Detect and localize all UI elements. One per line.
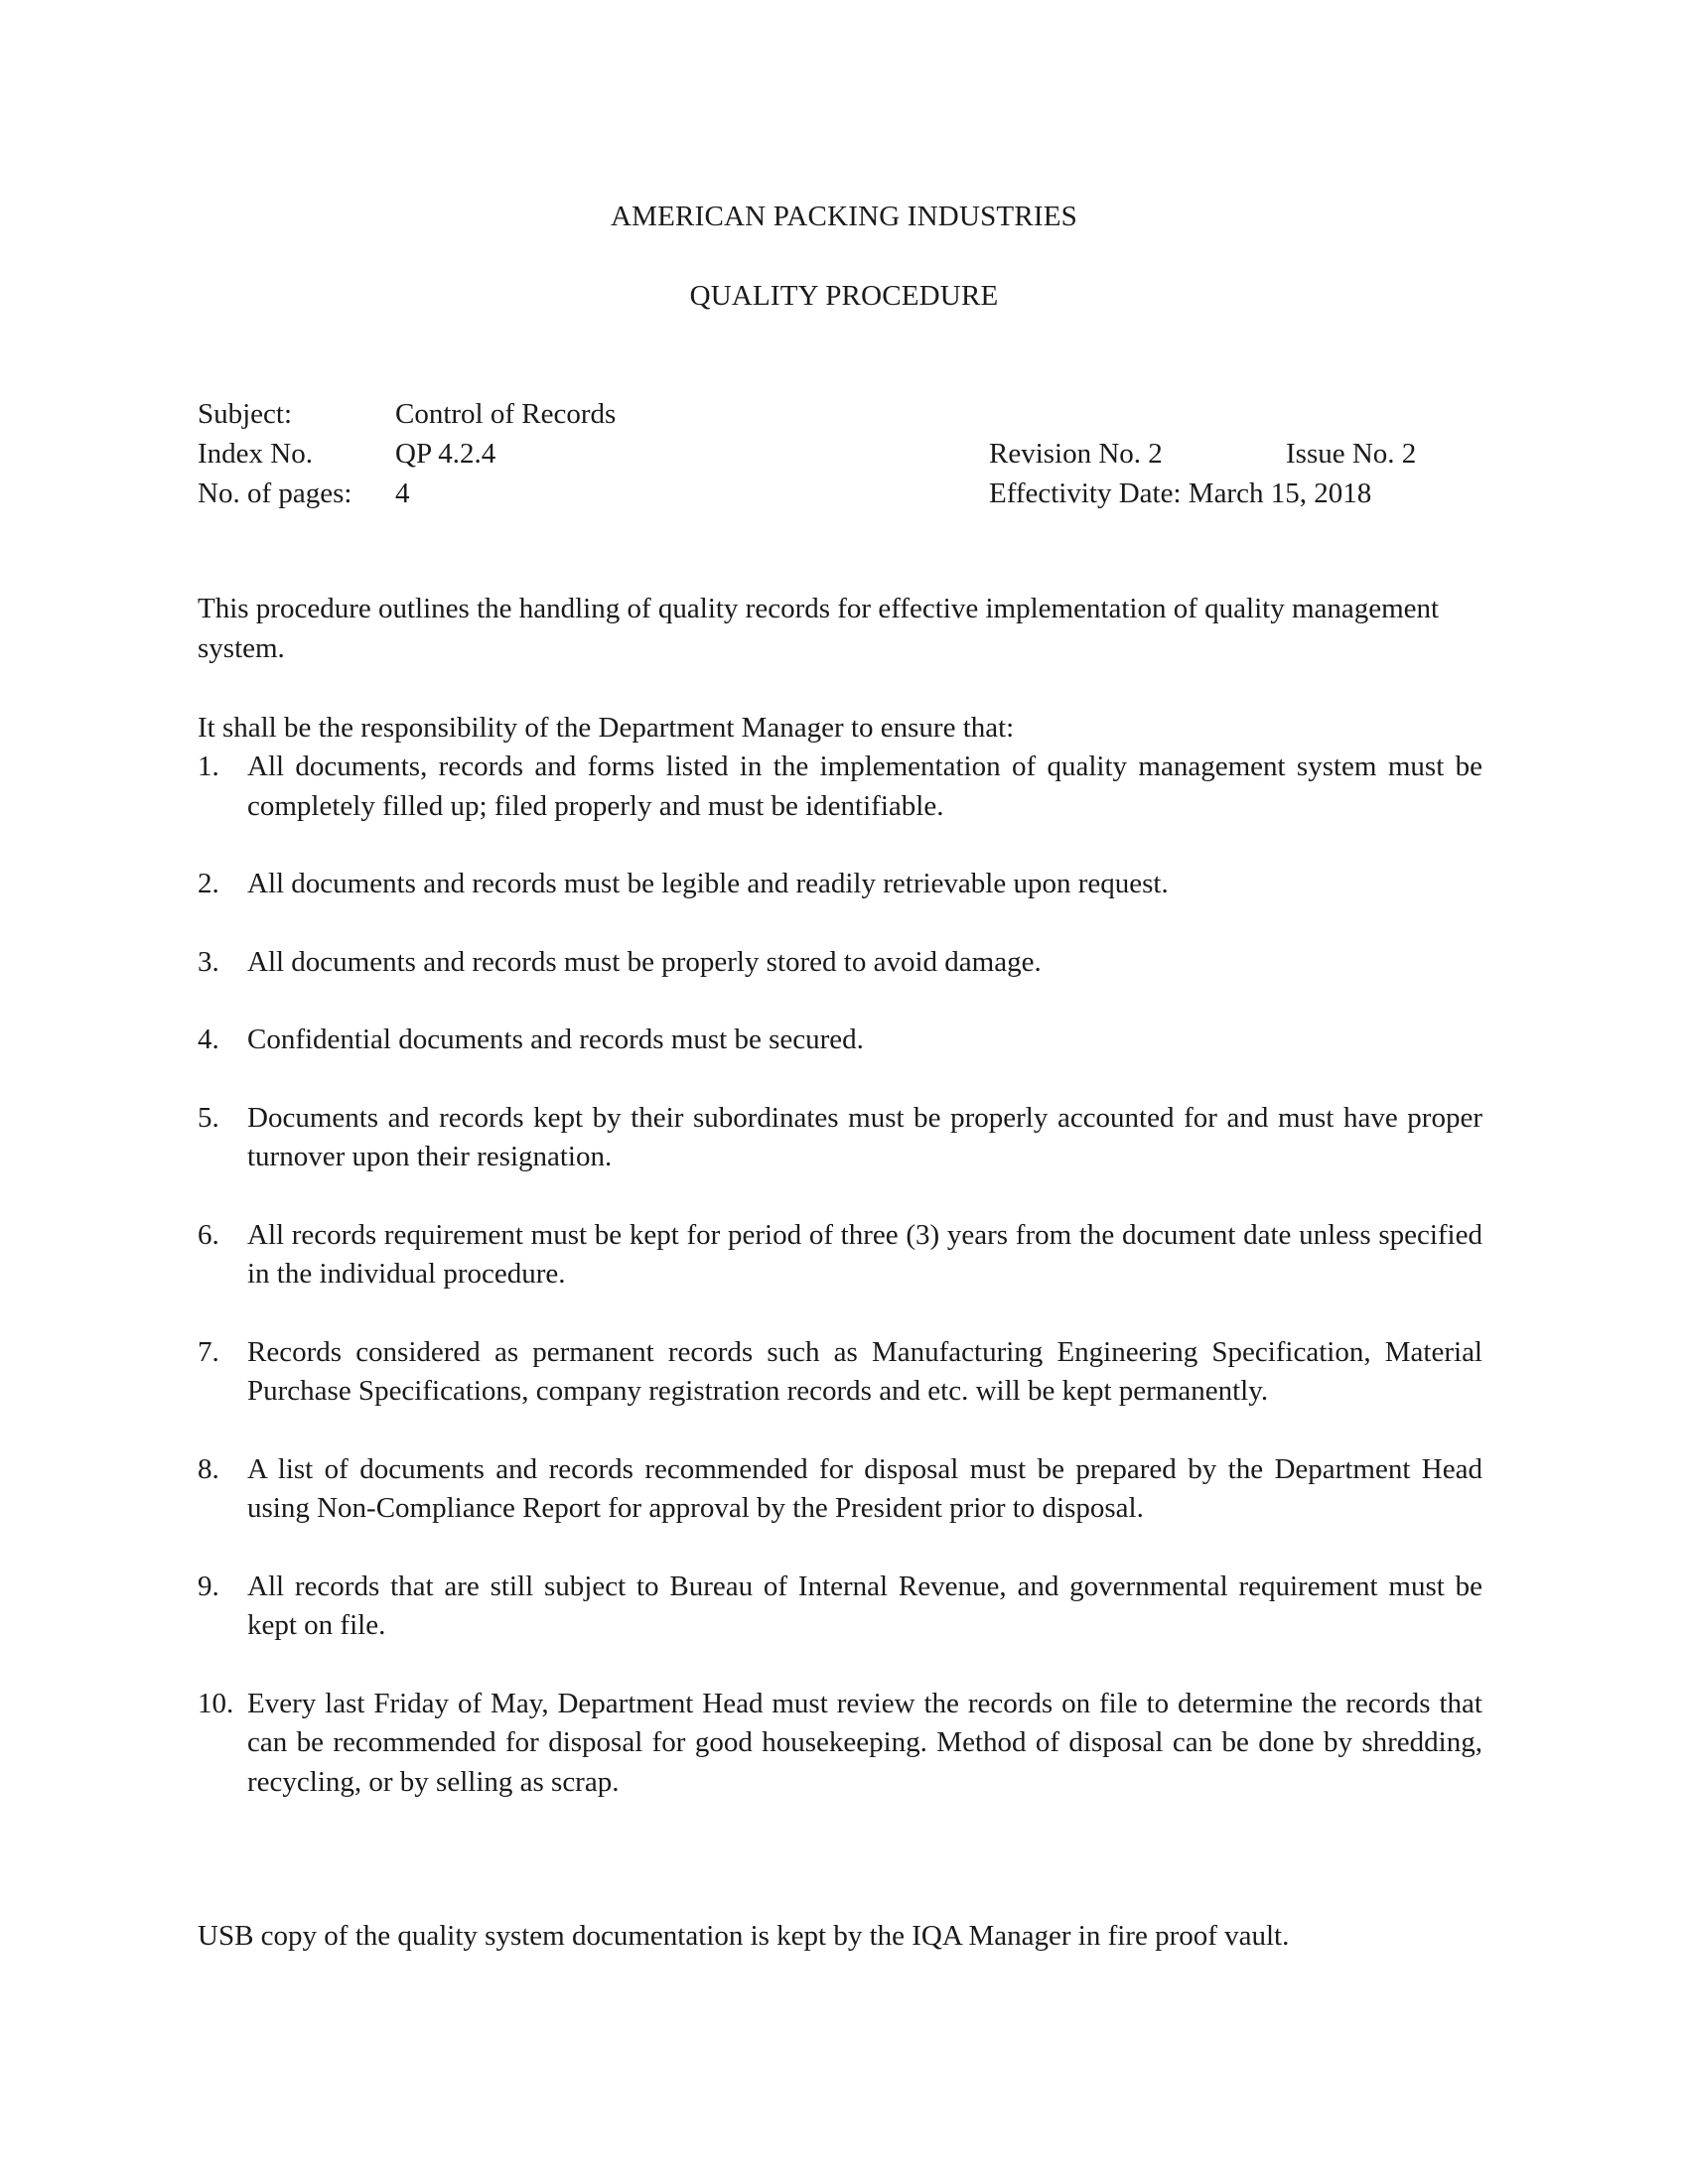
list-item-text: Documents and records kept by their subordinates must be properly accounted for and must have proper turnover upon their resignation. — [247, 1101, 1482, 1172]
list-item-number: 7. — [198, 1335, 219, 1368]
list-item — [198, 943, 1482, 983]
pages-value: 4 — [395, 478, 410, 509]
intro-paragraph: This procedure outlines the handling of quality records for effective implementation of quality management system. — [198, 593, 1440, 664]
list-item — [198, 1685, 1482, 1803]
list-item — [198, 865, 1482, 904]
subject-label: Subject: — [198, 398, 293, 430]
index-value: QP 4.2.4 — [395, 438, 496, 470]
list-item — [198, 748, 1482, 826]
list-item — [198, 1333, 1482, 1412]
subject-value: Control of Records — [395, 398, 617, 430]
list-item — [198, 1450, 1482, 1529]
list-item-text: All documents and records must be legible and readily retrievable upon request. — [247, 868, 1169, 899]
list-item-text: All records that are still subject to Bureau of Internal Revenue, and governmental requirement must be kept on file. — [247, 1570, 1482, 1641]
list-item-text: Confidential documents and records must be secured. — [247, 1024, 864, 1055]
list-item-number: 8. — [198, 1452, 219, 1485]
list-item-number: 6. — [198, 1218, 219, 1251]
list-item-number: 9. — [198, 1570, 219, 1602]
closing-paragraph: USB copy of the quality system documentation is kept by the IQA Manager in fire proof vault. — [198, 1920, 1290, 1952]
index-label: Index No. — [198, 438, 313, 470]
list-item-text: A list of documents and records recommended for disposal must be prepared by the Department Head using Non-Compliance Report for approval by the President prior to disposal. — [247, 1452, 1482, 1524]
effectivity-date: Effectivity Date: March 15, 2018 — [989, 478, 1372, 509]
list-item — [198, 1099, 1482, 1177]
list-item-number: 4. — [198, 1024, 219, 1055]
list-item — [198, 1216, 1482, 1295]
list-item-number: 5. — [198, 1101, 219, 1134]
responsibility-list — [198, 748, 1482, 1802]
list-item-text: Records considered as permanent records such as Manufacturing Engineering Specification, Material Purchase Specifications, company registration records and etc. will be kept permanently. — [247, 1335, 1482, 1407]
list-item-number: 2. — [198, 868, 219, 899]
responsibility-statement: It shall be the responsibility of the Department Manager to ensure that: — [198, 712, 1015, 744]
company-name: AMERICAN PACKING INDUSTRIES — [611, 201, 1077, 232]
list-item-number: 3. — [198, 945, 219, 978]
list-item-text: All records requirement must be kept for period of three (3) years from the document date unless specified in the individual procedure. — [247, 1218, 1482, 1290]
list-item-text: Every last Friday of May, Department Head must review the records on file to determine the records that can be recommended for disposal for good housekeeping. Method of disposal can be done by shredding, recycling, or by selling as scrap. — [247, 1687, 1482, 1798]
pages-label: No. of pages: — [198, 478, 352, 509]
issue-number: Issue No. 2 — [1286, 438, 1417, 470]
list-item — [198, 1568, 1482, 1646]
document-type-title: QUALITY PROCEDURE — [689, 280, 999, 312]
list-item-text: All documents and records must be properly stored to avoid damage. — [247, 945, 1042, 978]
list-item-text: All documents, records and forms listed in the implementation of quality management system must be completely filled up; filed properly and must be identifiable. — [247, 751, 1482, 822]
list-item-number: 1. — [198, 751, 219, 782]
revision-number: Revision No. 2 — [989, 438, 1163, 470]
list-item-number: 10. — [198, 1687, 234, 1719]
list-item — [198, 1021, 1482, 1060]
